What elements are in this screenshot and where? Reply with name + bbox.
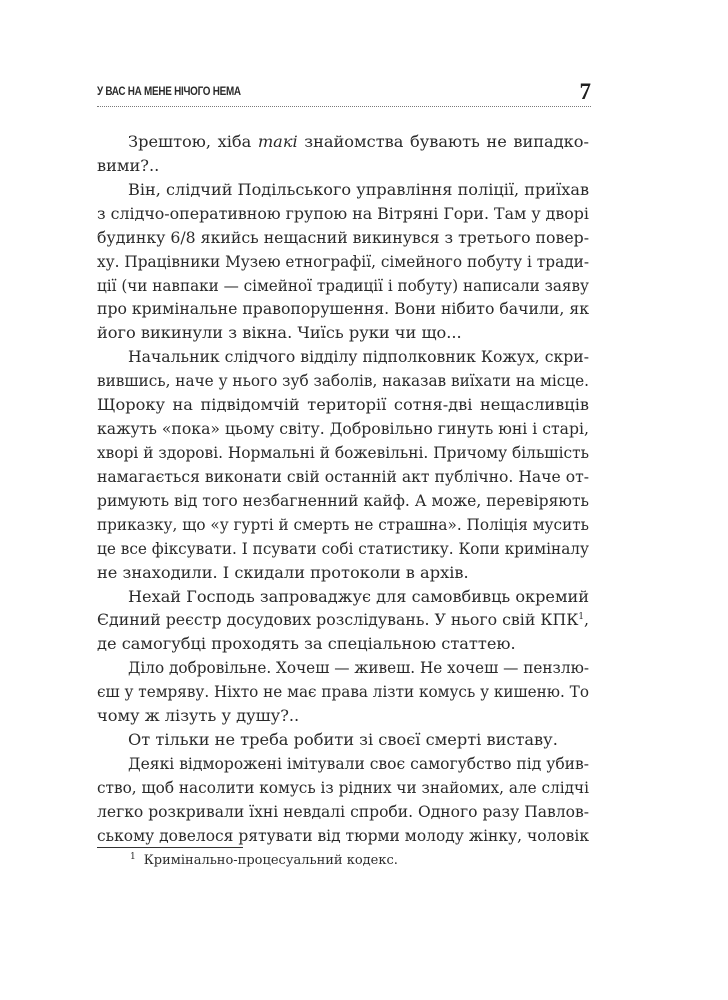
header-dotted-rule xyxy=(97,106,591,107)
line-text: його викинули з вікна. Чиїсь руки чи що... xyxy=(97,323,462,343)
text-line xyxy=(97,417,589,441)
line-text: ському довелося рятувати від тюрми молоду жінку, чоловік xyxy=(97,825,590,845)
line-text: римують від того незбагненний кайф. А може, перевіряють xyxy=(97,490,590,510)
text-line xyxy=(97,824,589,848)
text-line xyxy=(97,537,589,561)
running-title: У ВАС НА МЕНЕ НІЧОГО НЕМА xyxy=(97,86,241,98)
text-line xyxy=(97,704,589,728)
line-text: чому ж лізуть у душу?.. xyxy=(97,706,300,726)
text-line xyxy=(97,345,589,369)
line-fit-wrapper xyxy=(128,585,589,609)
line-fit-wrapper xyxy=(97,369,589,393)
line-text: легко розкривали їхні невдалі спроби. Одного разу Павлов- xyxy=(97,801,590,821)
line-text: ху. Працівники Музею етнографії, сімейного побуту і тради- xyxy=(97,251,590,271)
text-line xyxy=(97,297,589,321)
text-line xyxy=(97,585,589,609)
text-line xyxy=(97,656,589,680)
text-line xyxy=(97,752,589,776)
text-line xyxy=(97,632,589,656)
footnote-mark: 1 xyxy=(130,852,136,862)
text-line xyxy=(97,274,589,298)
line-fit-wrapper xyxy=(128,345,589,369)
line-text: ції (чи навпаки — сімейної традиції і побуту) написали заяву xyxy=(97,275,590,295)
line-text: приказку, що «у гурті й смерть не страшна». Поліція мусить xyxy=(97,514,589,534)
line-text: Начальник слідчого відділу підполковник Кожух, скри- xyxy=(128,347,589,367)
line-text: де самогубці проходять за спеціальною статтею. xyxy=(97,634,516,654)
emphasized-word: такі xyxy=(257,132,298,151)
line-fit-wrapper xyxy=(97,441,589,465)
footnote-text: Кримінально-процесуальний кодекс. xyxy=(143,853,398,868)
line-fit-wrapper xyxy=(97,250,589,274)
line-fit-wrapper xyxy=(97,800,589,824)
line-text: Діло добровільне. Хочеш — живеш. Не хочеш — пензлю- xyxy=(128,658,590,678)
text-line xyxy=(97,250,589,274)
line-text: це все фіксувати. І псувати собі статистику. Копи криміналу xyxy=(97,538,589,558)
footnote-rule xyxy=(97,847,243,848)
text-line xyxy=(97,608,589,632)
line-text: Нехай Господь запроваджує для самовбивць окремий xyxy=(128,586,590,606)
line-text: Зрештою, хіба xyxy=(128,132,258,151)
line-text: про кримінальне правопорушення. Вони нібито бачили, як xyxy=(97,299,590,319)
text-line xyxy=(97,369,589,393)
text-line xyxy=(97,393,589,417)
line-text: з слідчо-оперативною групою на Вітряні Гори. Там у дворі xyxy=(97,203,589,223)
text-line xyxy=(97,800,589,824)
line-text: Щороку на підвідомчій території сотня-дві нещасливців xyxy=(97,395,589,415)
text-line xyxy=(97,680,589,704)
line-fit-wrapper xyxy=(97,537,589,561)
line-fit-wrapper xyxy=(97,274,589,298)
line-text: знайомства бувають не випадко- xyxy=(297,132,589,151)
line-fit-wrapper xyxy=(97,776,589,800)
line-fit-wrapper xyxy=(97,513,589,537)
line-text: кажуть «пока» цьому світу. Добровільно гинуть юні і старі, xyxy=(97,419,589,439)
text-line xyxy=(97,130,589,154)
line-fit-wrapper xyxy=(97,417,589,441)
line-text: ство, щоб насолити комусь із рідних чи знайомих, але слідчі xyxy=(97,777,590,797)
text-line xyxy=(97,321,589,345)
line-fit-wrapper xyxy=(97,226,589,250)
text-line xyxy=(97,441,589,465)
line-text: хворі й здорові. Нормальні й божевільні. Причому більшість xyxy=(97,442,590,462)
line-fit-wrapper xyxy=(97,608,589,632)
line-text: намагається виконати свій останній акт публічно. Наче от- xyxy=(97,466,590,486)
text-line xyxy=(97,513,589,537)
line-text: Деякі відморожені імітували своє самогубство під убив- xyxy=(128,753,590,773)
line-text: , xyxy=(583,610,590,630)
text-line xyxy=(97,178,589,202)
line-text: не знаходили. І скидали протоколи в архів. xyxy=(97,562,469,582)
footnote-reference[interactable]: 1 xyxy=(578,612,584,623)
line-fit-wrapper xyxy=(97,465,589,489)
line-text: єш у темряву. Ніхто не має права лізти комусь у кишеню. То xyxy=(97,682,589,702)
line-text: будинку 6/8 якийсь нещасний викинувся з третього повер- xyxy=(97,227,590,247)
line-fit-wrapper xyxy=(97,297,589,321)
line-text: вившись, наче у нього зуб заболів, наказав виїхати на місце. xyxy=(97,371,589,391)
line-fit-wrapper xyxy=(97,202,589,226)
page-number: 7 xyxy=(579,79,591,104)
text-line xyxy=(97,226,589,250)
line-text: Він, слідчий Подільського управління поліції, приїхав xyxy=(128,179,590,199)
line-text: вими?.. xyxy=(97,155,160,175)
text-line xyxy=(97,465,589,489)
line-fit-wrapper xyxy=(128,752,589,776)
footnote xyxy=(130,852,590,872)
text-line xyxy=(97,561,589,585)
line-fit-wrapper xyxy=(97,489,589,513)
line-fit-wrapper xyxy=(97,680,589,704)
text-line xyxy=(97,489,589,513)
body-text xyxy=(97,130,589,848)
line-fit-wrapper xyxy=(128,656,589,680)
text-line xyxy=(97,202,589,226)
line-fit-wrapper xyxy=(97,824,589,848)
text-line xyxy=(97,776,589,800)
line-fit-wrapper xyxy=(128,178,589,202)
line-text: От тільки не треба робити зі своєї смерті виставу. xyxy=(128,730,558,750)
line-text: Єдиний реєстр досудових розслідувань. У нього свій КПК xyxy=(97,610,579,630)
text-line xyxy=(97,154,589,178)
text-line xyxy=(97,728,589,752)
